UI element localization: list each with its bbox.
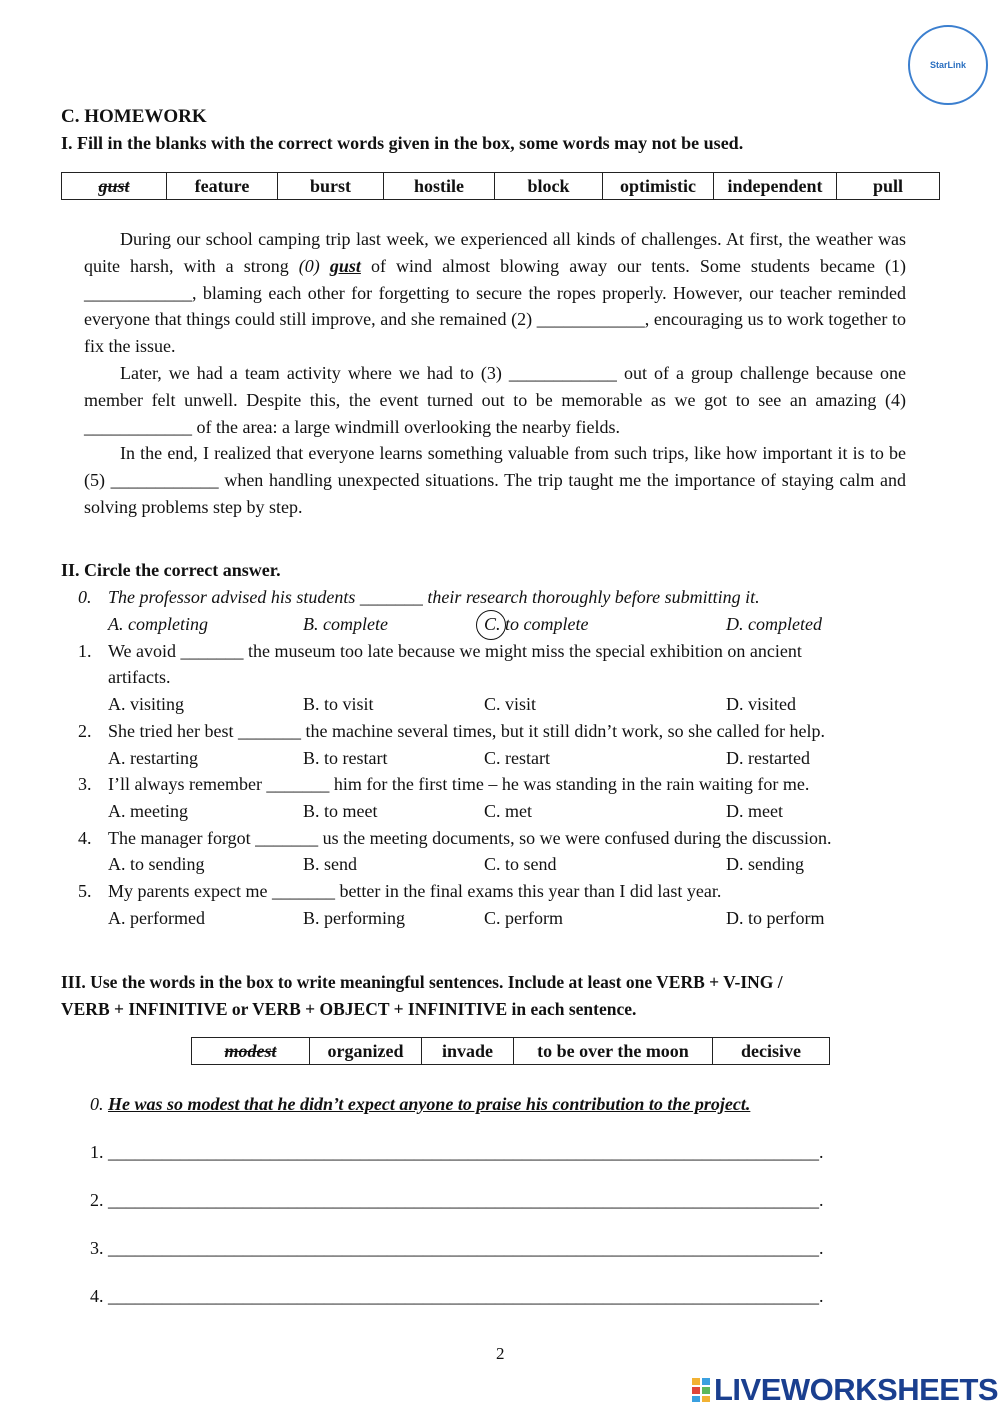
answer-line-4[interactable]: 4. _______________________________________________________________________________. [90,1286,824,1306]
example-answer: gust [329,255,361,276]
option-d[interactable]: D. to perform [726,908,825,928]
passage-paragraph-1: During our school camping trip last week, we experienced all kinds of challenges. At first, the weather was quite harsh, with a strong (0) gust of wind almost blowing away our tents. Some students became (1) ____________, blaming each other for forgetting to secure the ropes properly. However, our teacher reminded everyone that things could still improve, and she remained (2) ____________, encouraging us to work together to fix the issue. [84,229,906,357]
word-box-2 [191,1037,830,1065]
answer-circle [476,610,506,640]
part1-heading: I. Fill in the blanks with the correct words given in the box, some words may not be used. [61,133,744,153]
option-b[interactable]: B. send [303,854,357,874]
word-box-item: pull [837,173,940,200]
option-c[interactable]: C. restart [484,748,550,768]
part3-example [90,1094,750,1115]
logo-text: StarLink [929,60,966,70]
option-b[interactable]: B. to visit [303,694,374,714]
option-b[interactable]: B. performing [303,908,405,928]
answer-line-2[interactable]: 2. _______________________________________________________________________________. [90,1190,824,1210]
part2-heading: II. Circle the correct answer. [61,560,281,580]
word-box-item: to be over the moon [514,1038,713,1065]
word-box-item: independent [714,173,837,200]
option-d[interactable]: D. meet [726,801,783,821]
liveworksheets-icon [692,1378,710,1402]
passage-paragraph-2: Later, we had a team activity where we had to (3) ____________ out of a group challenge because one member felt unwell. Despite this, the event turned out to be memorable as we got to see an amazing (4) ____________ of the area: a large windmill overlooking the nearby fields. [84,363,906,437]
word-box-item: gust [62,173,167,200]
option-c[interactable]: C. perform [484,908,563,928]
option-c[interactable]: C. met [484,801,532,821]
option-a: A. completing [108,614,208,634]
example-number: (0) [298,255,320,276]
example-number: 0. [90,1094,104,1114]
example-sentence: He was so modest that he didn’t expect anyone to praise his contribution to the project. [108,1094,751,1114]
word-box-item: decisive [713,1038,830,1065]
option-a[interactable]: A. meeting [108,801,188,821]
option-d: D. completed [726,614,822,634]
option-d[interactable]: D. sending [726,854,804,874]
word-box-item: feature [167,173,278,200]
option-d[interactable]: D. visited [726,694,796,714]
word-box-item: invade [422,1038,514,1065]
option-d[interactable]: D. restarted [726,748,810,768]
passage-paragraph-3: In the end, I realized that everyone learns something valuable from such trips, like how important it is to be (5) ____________ when handling unexpected situations. The trip taught me the importance of staying calm and solving problems step by step. [84,443,906,517]
word-box-item: modest [192,1038,310,1065]
answer-line-1[interactable]: 1. _______________________________________________________________________________. [90,1142,824,1162]
liveworksheets-watermark: LIVEWORKSHEETS [714,1372,999,1407]
part3-heading-line1: III. Use the words in the box to write meaningful sentences. Include at least one VERB + V-ING / [61,972,783,992]
answer-line-3[interactable]: 3. _______________________________________________________________________________. [90,1238,824,1258]
word-box-item: optimistic [603,173,714,200]
word-box-item: block [495,173,603,200]
option-b[interactable]: B. to meet [303,801,378,821]
word-box-item: burst [278,173,384,200]
page-number: 2 [496,1344,505,1363]
option-c: C. to complete [484,614,589,634]
option-c[interactable]: C. to send [484,854,557,874]
option-a[interactable]: A. restarting [108,748,198,768]
option-b: B. complete [303,614,388,634]
part3-heading-line2: VERB + INFINITIVE or VERB + OBJECT + INFINITIVE in each sentence. [61,999,637,1019]
option-a[interactable]: A. to sending [108,854,205,874]
option-b[interactable]: B. to restart [303,748,388,768]
starlink-logo [908,25,988,105]
section-title: C. HOMEWORK [61,106,207,127]
option-c[interactable]: C. visit [484,694,537,714]
word-box-1 [61,172,940,200]
option-a[interactable]: A. visiting [108,694,185,714]
word-box-item: hostile [384,173,495,200]
word-box-item: organized [310,1038,422,1065]
option-a[interactable]: A. performed [108,908,205,928]
